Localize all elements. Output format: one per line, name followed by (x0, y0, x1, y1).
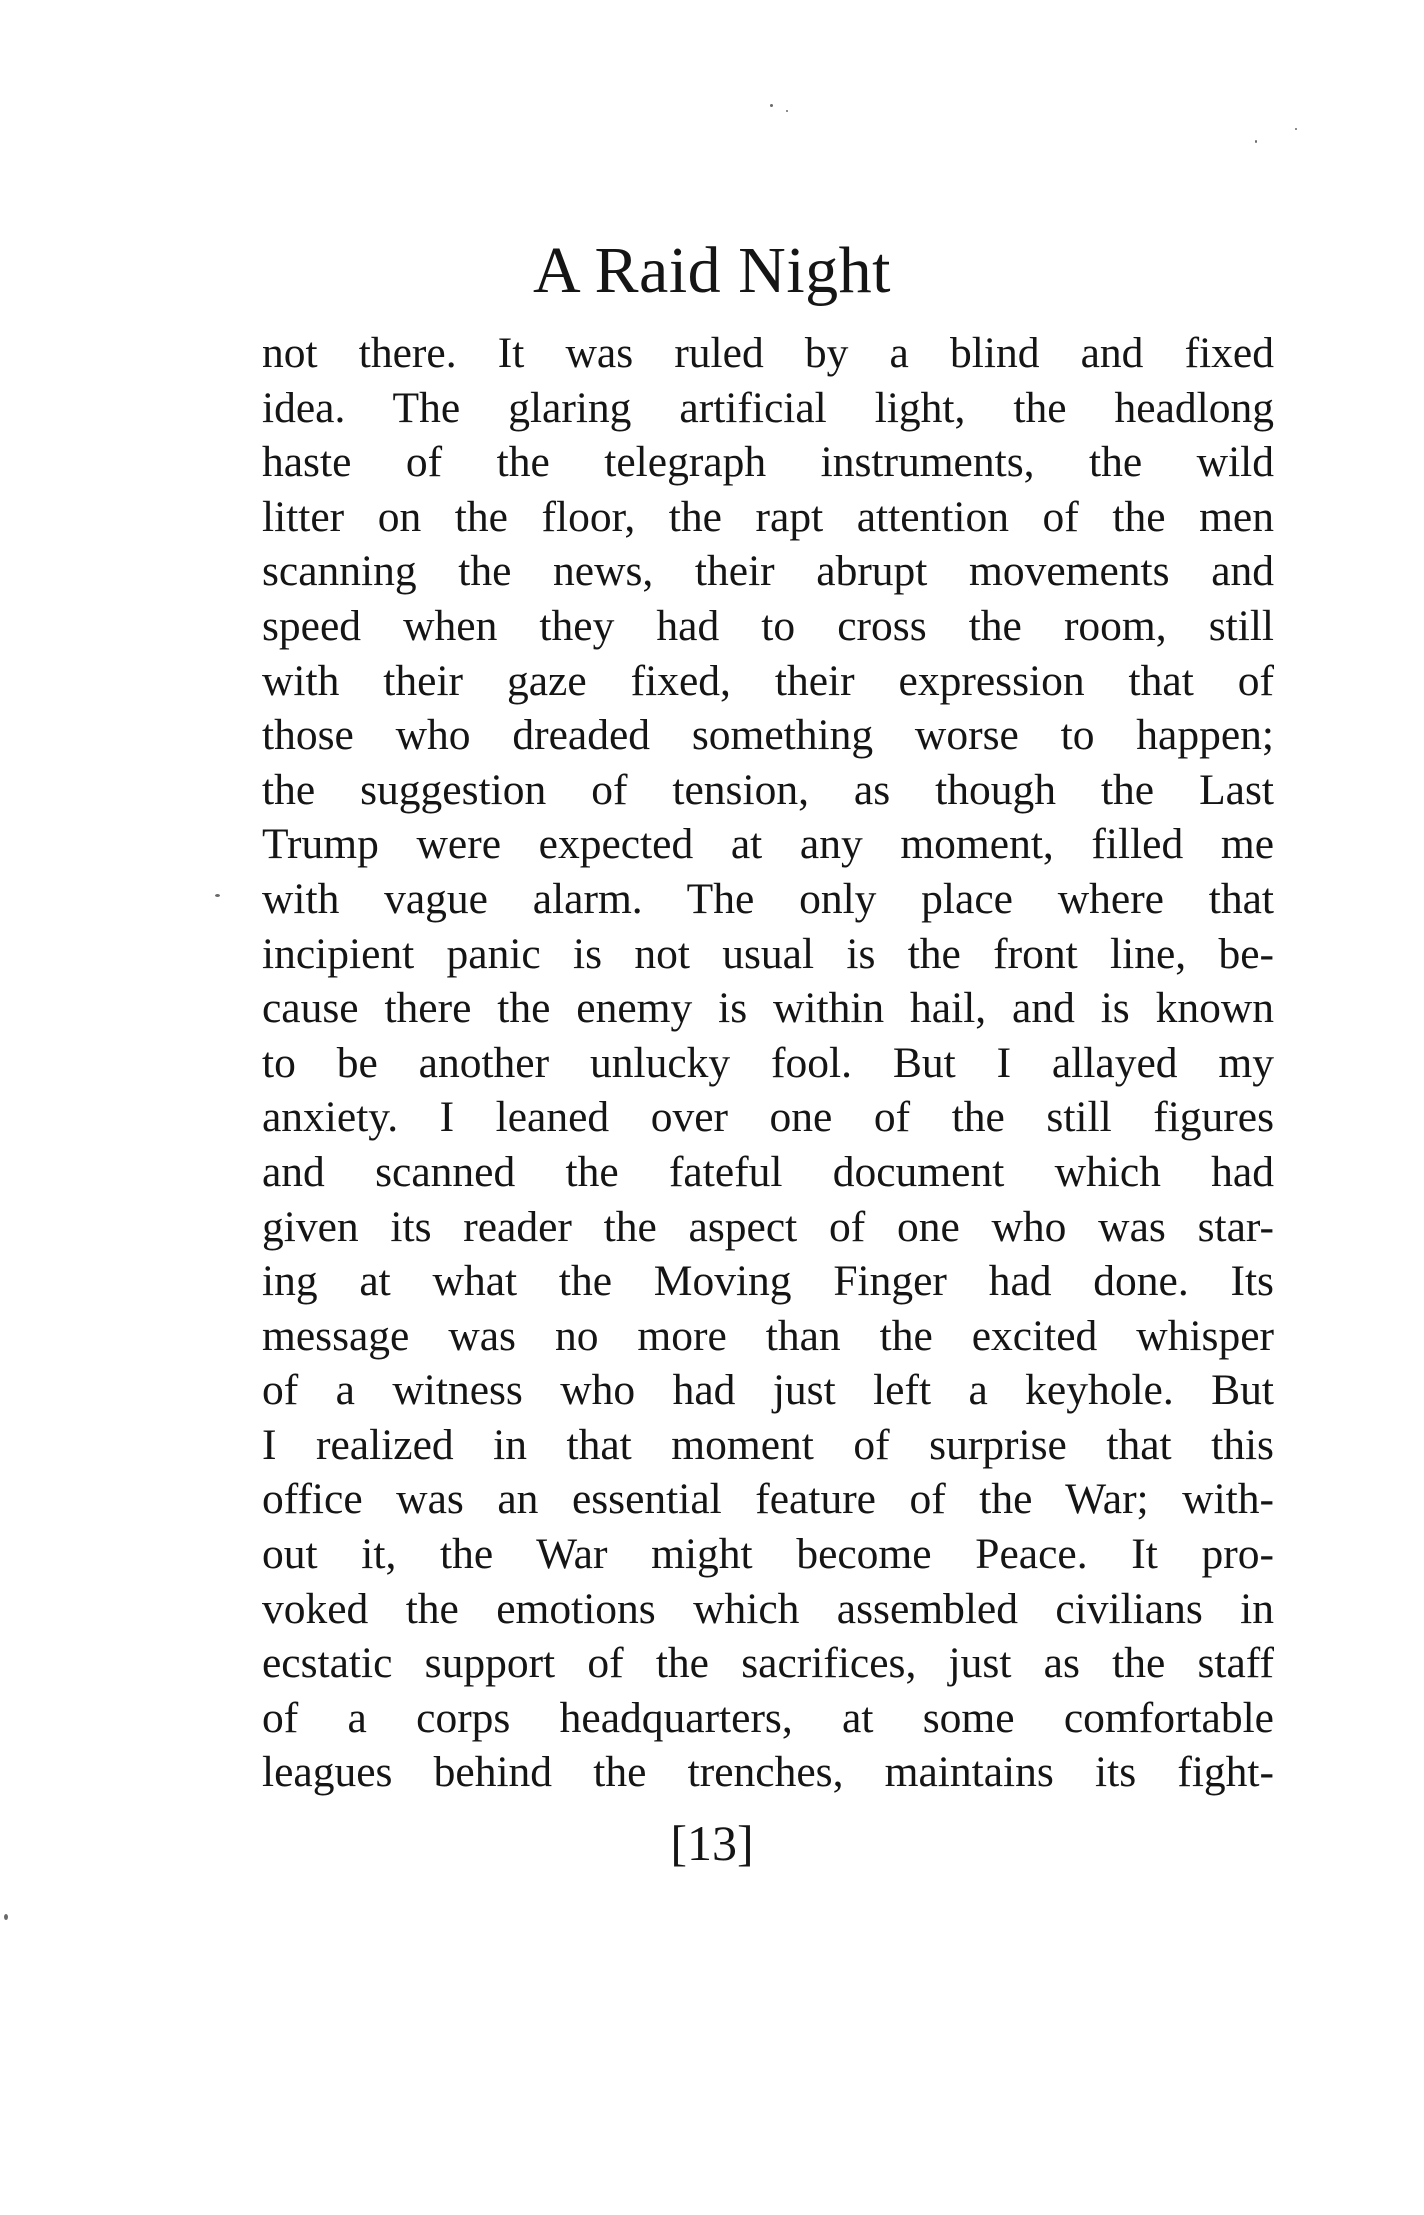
print-speck (215, 894, 220, 897)
text-line: leagues behind the trenches, maintains its fight- (262, 1748, 1274, 1797)
text-line: litter on the floor, the rapt attention of the men (262, 492, 1274, 541)
text-line: to be another unlucky fool. But I allayed my (262, 1038, 1274, 1087)
text-line: scanning the news, their abrupt movements and (262, 547, 1274, 596)
text-line: incipient panic is not usual is the front line, be- (262, 929, 1274, 978)
page-number: [13] (670, 1815, 754, 1871)
text-line: I realized in that moment of surprise that this (262, 1420, 1274, 1469)
text-line: anxiety. I leaned over one of the still figures (262, 1093, 1274, 1142)
body-text (262, 326, 1274, 1800)
text-line: not there. It was ruled by a blind and fixed (262, 329, 1274, 377)
running-head: A Raid Night (532, 234, 891, 307)
print-speck (1295, 128, 1297, 130)
text-line: message was no more than the excited whisper (262, 1311, 1274, 1360)
text-line: given its reader the aspect of one who was star- (262, 1202, 1274, 1251)
text-line: ecstatic support of the sacrifices, just as the staff (262, 1639, 1274, 1688)
text-line: of a witness who had just left a keyhole. But (262, 1366, 1274, 1415)
text-line: office was an essential feature of the War; with- (262, 1475, 1274, 1524)
text-line: cause there the enemy is within hail, and is known (262, 984, 1274, 1033)
print-speck (4, 1914, 8, 1920)
text-line: with vague alarm. The only place where that (262, 874, 1274, 923)
text-line: voked the emotions which assembled civilians in (262, 1584, 1274, 1633)
print-speck (770, 104, 773, 107)
print-speck (1255, 140, 1257, 143)
text-line: speed when they had to cross the room, still (262, 601, 1274, 650)
text-line: with their gaze fixed, their expression that of (262, 656, 1274, 705)
text-line: idea. The glaring artificial light, the headlong (262, 383, 1274, 432)
text-line: haste of the telegraph instruments, the wild (262, 438, 1274, 487)
text-line: the suggestion of tension, as though the Last (262, 765, 1274, 814)
print-speck (786, 110, 788, 112)
text-line: and scanned the fateful document which had (262, 1147, 1274, 1196)
text-line: those who dreaded something worse to happen; (262, 711, 1274, 760)
text-line: Trump were expected at any moment, filled me (262, 820, 1274, 869)
text-line: of a corps headquarters, at some comfortable (262, 1693, 1274, 1742)
text-line: ing at what the Moving Finger had done. Its (262, 1257, 1274, 1306)
text-line: out it, the War might become Peace. It pro- (262, 1530, 1274, 1579)
